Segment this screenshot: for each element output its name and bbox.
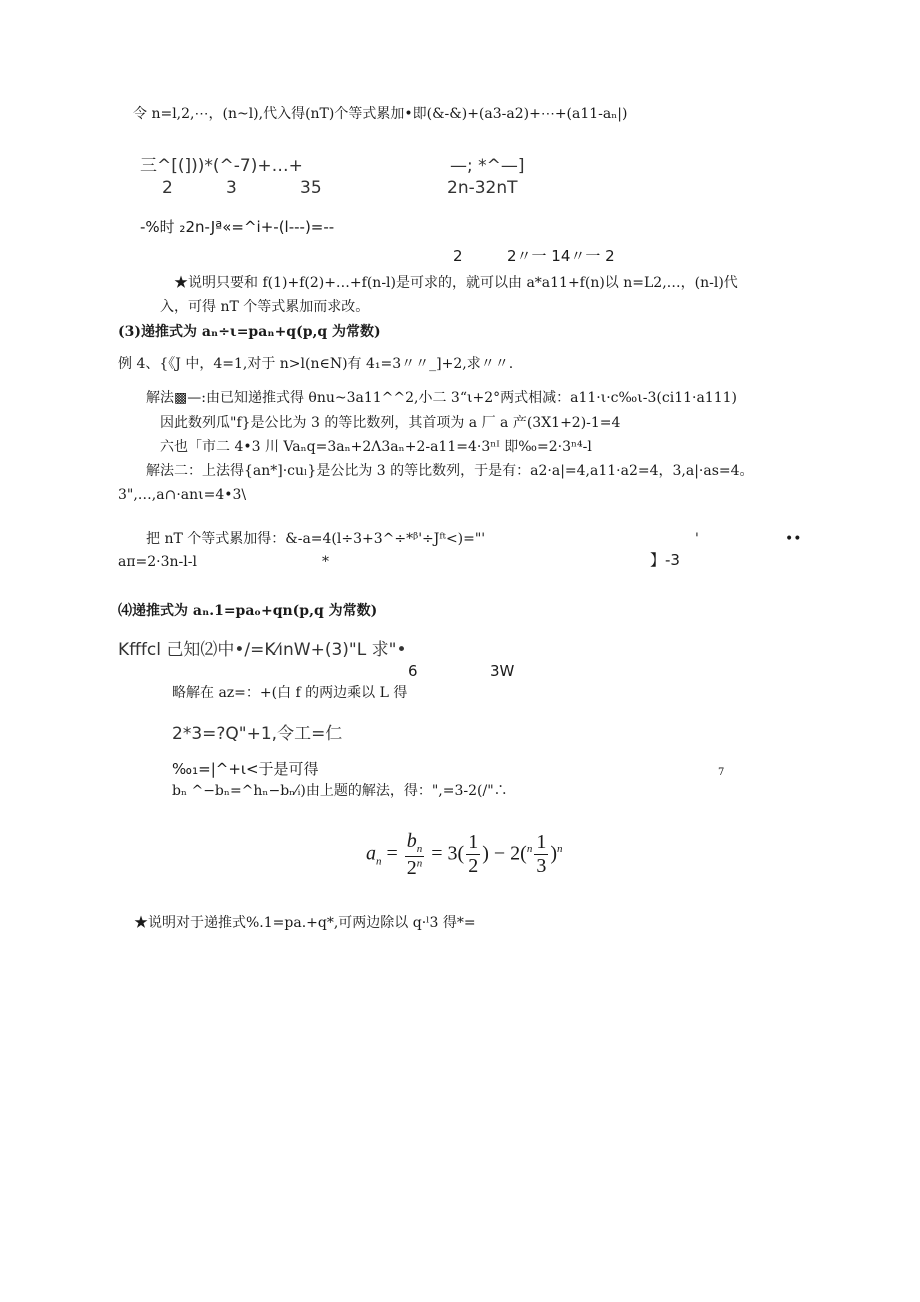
formula-den: 2 bbox=[406, 856, 417, 879]
example-text: 例 4、{《J 中，4=1,对于 n>l(n∈N)有 4₁=3〃〃_]+2,求〃〃. bbox=[118, 356, 514, 372]
math-denominator: 2n-32nT bbox=[447, 178, 518, 198]
solution-text: 3",…,a∩·anι=4•3\ bbox=[118, 487, 247, 503]
math-line: 三^[(]))*(^-7)+…+ bbox=[140, 156, 303, 176]
formula-num: b bbox=[406, 830, 417, 852]
solution-text: aπ=2·3n-l-l bbox=[118, 554, 197, 570]
formula-fraction-half bbox=[466, 831, 480, 878]
stray-mark: 7 bbox=[718, 767, 725, 778]
math-line: ‰₁=|^+ι<于是可得 bbox=[172, 760, 319, 778]
formula-half-den: 2 bbox=[468, 855, 479, 878]
section-heading: ⑷递推式为 aₙ.1=paₒ+qn(p,q 为常数) bbox=[118, 603, 378, 619]
math-line: -%时 ₂2n-Jª«=^i+-(l---)=-- bbox=[140, 218, 335, 236]
math-fragment: 3W bbox=[490, 662, 515, 680]
formula-display: $a_n$ = $\frac{b_n}{2^n}$ = 3( $\frac{1}{2}$ ) − 2($^n$ $\frac{1}{3}$ )$^n$ bbox=[366, 830, 563, 879]
solution-text: 把 nT 个等式累加得：&-a=4(l÷3+3^÷*ᵝ'÷Jᶠᵗ<)="' bbox=[146, 531, 486, 547]
solution-text: 解法▩—:由已知递推式得 θnu~3a11^^2,小二 3“ι+2°两式相减：a11·ι·c‰ι-3(ci11·a111) bbox=[146, 390, 737, 406]
solution-text: 解法二：上法得{an*]·cuₗ}是公比为 3 的等比数列，于是有：a2·a|=4,a11·a2=4，3,a|·as=4。 bbox=[146, 463, 754, 479]
solution-text: 略解在 az=：+(白 f 的两边乘以 L 得 bbox=[172, 685, 408, 701]
solution-text: bₙ ^−bₙ=^hₙ−bₙ⁄ᵢ)由上题的解法，得：",=3-2(/"∴ bbox=[172, 783, 508, 799]
formula-lhs-sub: n bbox=[376, 855, 382, 868]
stray-mark: •• bbox=[785, 531, 802, 547]
formula-pow1: n bbox=[526, 842, 533, 855]
solution-text: 六也「市二 4•3 川 Vaₙq=3aₙ+2Λ3aₙ+2-a11=4·3ⁿᴵ 即‰=2·3ⁿ⁴-l bbox=[160, 439, 592, 455]
formula-close: ) bbox=[550, 842, 558, 865]
formula-half-num: 1 bbox=[468, 831, 479, 854]
formula-fraction-bn-2n bbox=[405, 830, 425, 880]
math-line: —; *^—] bbox=[450, 156, 525, 176]
text-line: 令 n=l,2,⋯，(n~l),代入得(nT)个等式累加•即(&-&)+(a3-a2)+⋯+(a11-aₙ|) bbox=[133, 106, 628, 122]
formula-pow2: n bbox=[557, 842, 563, 855]
formula-third-num: 1 bbox=[536, 831, 547, 854]
formula-lhs: a bbox=[366, 842, 376, 865]
math-fragment: 6 bbox=[408, 662, 418, 680]
formula-den-sup: n bbox=[416, 856, 423, 869]
math-fragment: 】-3 bbox=[650, 551, 680, 569]
math-denominator: 2 bbox=[453, 247, 463, 265]
math-denominator: 3 bbox=[226, 178, 237, 198]
math-denominator: 2〃一 14〃一 2 bbox=[507, 247, 615, 265]
formula-fraction-third bbox=[534, 831, 548, 878]
note-text: ★说明只要和 f(1)+f(2)+…+f(n-l)是可求的，就可以由 a*a11+f(n)以 n=L2,…，(n-l)代 bbox=[174, 275, 738, 291]
formula-num-sub: n bbox=[416, 843, 423, 855]
example-text: Kfffcl 己知⑵中•/=K⁄ınW+(3)"L 求"• bbox=[118, 640, 407, 660]
formula-third-den: 3 bbox=[536, 855, 547, 878]
formula-minus: ) − 2( bbox=[482, 842, 527, 865]
formula-eq: = 3( bbox=[431, 842, 465, 865]
section-heading: (3)递推式为 aₙ÷ι=paₙ+q(p,q 为常数) bbox=[118, 324, 381, 340]
math-line: 2*3=?Q"+1,令工=仁 bbox=[172, 724, 343, 744]
math-denominator: 2 bbox=[162, 178, 173, 198]
solution-text: 因此数列瓜"f}是公比为 3 的等比数列，其首项为 a 厂 a 产(3X1+2)-1=4 bbox=[160, 415, 621, 431]
note-text: 入，可得 nT 个等式累加而求改。 bbox=[160, 299, 370, 315]
stray-mark: ' bbox=[695, 531, 699, 547]
stray-mark: * bbox=[322, 554, 329, 570]
math-denominator: 35 bbox=[300, 178, 322, 198]
note-text: ★说明对于递推式%.1=pa.+q*,可两边除以 q·ˡ3 得*= bbox=[134, 915, 476, 931]
